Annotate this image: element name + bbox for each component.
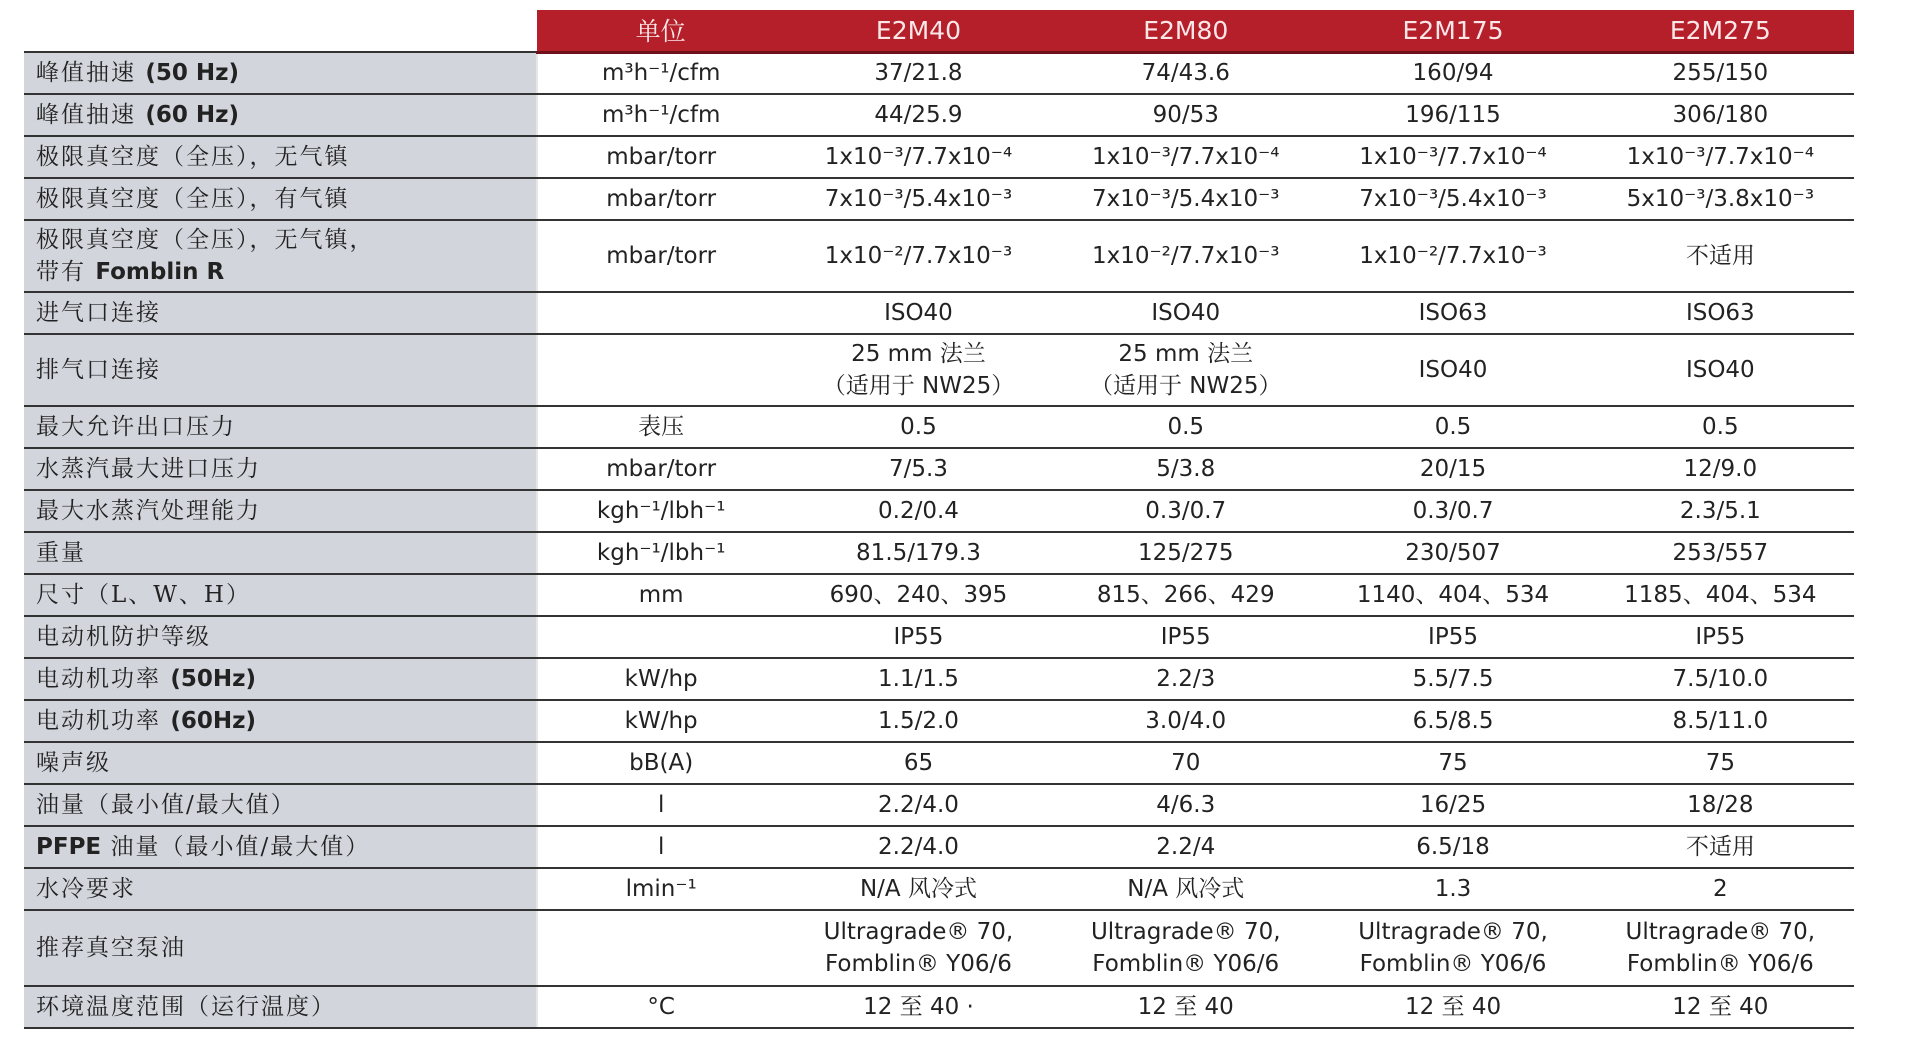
- table-row: [24, 868, 1854, 910]
- row-value-e2m80: [1052, 490, 1319, 532]
- row-label: [24, 532, 537, 574]
- row-value-e2m175: [1319, 616, 1586, 658]
- spec-table: [24, 10, 1854, 1029]
- value-text: 1x10⁻³/7.7x10⁻⁴: [1626, 144, 1815, 170]
- row-value-e2m40: [785, 94, 1052, 136]
- value-text: Ultragrade® 70, Fomblin® Y06/6: [823, 919, 1014, 977]
- value-text: 0.5: [1434, 414, 1472, 440]
- table-row: [24, 742, 1854, 784]
- row-label-text: 最大水蒸汽处理能力: [36, 498, 261, 524]
- row-label: [24, 910, 537, 986]
- row-unit: [537, 616, 785, 658]
- value-text: 75: [1438, 750, 1468, 776]
- row-label-text: 排气口连接: [36, 357, 161, 383]
- value-text: Ultragrade® 70, Fomblin® Y06/6: [1358, 919, 1548, 977]
- value-text: 196/115: [1405, 102, 1501, 128]
- row-value-e2m175: [1319, 94, 1586, 136]
- row-value-e2m80: [1052, 784, 1319, 826]
- row-label: [24, 94, 537, 136]
- row-label-emphasis: (50 Hz): [145, 60, 239, 86]
- row-label-emphasis: PFPE: [36, 834, 102, 860]
- value-text: 4/6.3: [1156, 792, 1216, 818]
- table-row: [24, 658, 1854, 700]
- value-text: 2.2/3: [1156, 666, 1216, 692]
- value-text: 1185、404、534: [1624, 582, 1817, 608]
- row-unit: kW/hp: [537, 658, 785, 700]
- table-row: [24, 574, 1854, 616]
- row-value-e2m275: [1587, 406, 1854, 448]
- table-row: [24, 986, 1854, 1028]
- table-row: [24, 334, 1854, 406]
- row-label-text: 油量（最小值/最大值）: [101, 834, 371, 860]
- table-row: [24, 616, 1854, 658]
- row-label: [24, 136, 537, 178]
- row-unit: m³h⁻¹/cfm: [537, 94, 785, 136]
- value-text: 1x10⁻²/7.7x10⁻³: [1359, 243, 1547, 269]
- row-value-e2m275: [1587, 52, 1854, 94]
- row-unit: mbar/torr: [537, 220, 785, 292]
- table-row: [24, 136, 1854, 178]
- value-text: 2.3/5.1: [1679, 498, 1761, 524]
- value-text: 12 至 40: [1404, 994, 1502, 1020]
- value-text: ISO40: [1418, 357, 1488, 383]
- row-label-text: 尺寸（L、W、H）: [36, 582, 251, 608]
- row-value-e2m80: [1052, 52, 1319, 94]
- value-text: 1.5/2.0: [878, 708, 959, 734]
- row-value-e2m175: [1319, 490, 1586, 532]
- value-text: 12 至 40: [1672, 994, 1769, 1020]
- row-label-text: 水蒸汽最大进口压力: [36, 456, 261, 482]
- value-text: IP55: [1695, 624, 1746, 650]
- value-text: ISO40: [1685, 357, 1755, 383]
- value-text: 0.2/0.4: [878, 498, 959, 524]
- row-value-e2m275: [1587, 742, 1854, 784]
- row-value-e2m40: [785, 532, 1052, 574]
- row-value-e2m275: [1587, 220, 1854, 292]
- row-value-e2m275: [1587, 574, 1854, 616]
- row-label: [24, 52, 537, 94]
- row-value-e2m175: [1319, 658, 1586, 700]
- row-value-e2m275: [1587, 784, 1854, 826]
- row-label-text: 峰值抽速: [36, 60, 146, 86]
- table-row: [24, 94, 1854, 136]
- value-text: 0.5: [900, 414, 937, 440]
- value-text: 18/28: [1687, 792, 1754, 818]
- row-label: [24, 700, 537, 742]
- row-value-e2m40: [785, 574, 1052, 616]
- row-value-e2m80: [1052, 178, 1319, 220]
- row-value-e2m175: [1319, 136, 1586, 178]
- value-text: 1.3: [1434, 876, 1472, 902]
- row-unit: lmin⁻¹: [537, 868, 785, 910]
- row-label-text: 电动机功率: [36, 708, 171, 734]
- value-text: 75: [1705, 750, 1735, 776]
- row-unit: mbar/torr: [537, 136, 785, 178]
- value-text: 125/275: [1137, 540, 1234, 566]
- value-text: 6.5/8.5: [1412, 708, 1494, 734]
- row-label-text: 水冷要求: [36, 876, 136, 902]
- row-value-e2m40: [785, 136, 1052, 178]
- row-label-text: 峰值抽速: [36, 102, 146, 128]
- row-label-text: 极限真空度（全压），无气镇， 带有: [36, 227, 375, 285]
- value-text: 0.3/0.7: [1145, 498, 1227, 524]
- row-value-e2m175: [1319, 220, 1586, 292]
- row-value-e2m40: [785, 826, 1052, 868]
- value-text: ISO63: [1685, 300, 1755, 326]
- value-text: ISO63: [1418, 300, 1488, 326]
- value-text: ISO40: [1151, 300, 1221, 326]
- row-label-text: 最大允许出口压力: [36, 414, 236, 440]
- value-text: 815、266、429: [1096, 582, 1275, 608]
- row-label: [24, 986, 537, 1028]
- row-value-e2m275: [1587, 986, 1854, 1028]
- row-value-e2m40: [785, 448, 1052, 490]
- value-text: 2.2/4: [1156, 834, 1216, 860]
- row-value-e2m40: [785, 52, 1052, 94]
- header-corner: [24, 10, 537, 52]
- row-value-e2m175: [1319, 868, 1586, 910]
- row-label: [24, 574, 537, 616]
- value-text: 1.1/1.5: [878, 666, 959, 692]
- row-value-e2m80: [1052, 94, 1319, 136]
- value-text: 74/43.6: [1141, 60, 1230, 87]
- row-label: [24, 658, 537, 700]
- value-text: 1x10⁻³/7.7x10⁻⁴: [824, 144, 1013, 170]
- value-text: 7x10⁻³/5.4x10⁻³: [1359, 186, 1547, 212]
- row-label: [24, 448, 537, 490]
- row-value-e2m80: [1052, 986, 1319, 1028]
- table-row: [24, 448, 1854, 490]
- row-value-e2m175: [1319, 574, 1586, 616]
- header-model-e2m40: E2M40: [785, 10, 1052, 52]
- row-value-e2m40: [785, 868, 1052, 910]
- value-text: 1x10⁻³/7.7x10⁻⁴: [1092, 144, 1280, 170]
- row-value-e2m175: [1319, 986, 1586, 1028]
- table-row: [24, 490, 1854, 532]
- row-value-e2m175: [1319, 742, 1586, 784]
- row-value-e2m80: [1052, 136, 1319, 178]
- row-unit: kgh⁻¹/lbh⁻¹: [537, 532, 785, 574]
- row-label: [24, 826, 537, 868]
- value-text: 25 mm 法兰 （适用于 NW25）: [1089, 341, 1282, 399]
- row-value-e2m275: [1587, 700, 1854, 742]
- row-value-e2m275: [1587, 826, 1854, 868]
- row-value-e2m275: [1587, 334, 1854, 406]
- value-text: 6.5/18: [1416, 834, 1490, 860]
- row-label-text: 极限真空度（全压），无气镇: [36, 144, 350, 170]
- row-value-e2m40: [785, 490, 1052, 532]
- value-text: IP55: [1160, 624, 1211, 650]
- table-row: [24, 220, 1854, 292]
- row-value-e2m80: [1052, 334, 1319, 406]
- row-value-e2m175: [1319, 178, 1586, 220]
- value-text: 306/180: [1672, 102, 1769, 128]
- row-value-e2m275: [1587, 136, 1854, 178]
- row-label: [24, 406, 537, 448]
- row-value-e2m175: [1319, 910, 1586, 986]
- row-label-text: 推荐真空泵油: [36, 935, 186, 961]
- value-text: 230/507: [1405, 540, 1501, 566]
- row-label-emphasis: Fomblin R: [95, 259, 225, 285]
- row-unit: m³h⁻¹/cfm: [537, 52, 785, 94]
- value-text: 12 至 40 ·: [863, 994, 974, 1020]
- row-value-e2m275: [1587, 532, 1854, 574]
- value-text: 7.5/10.0: [1672, 666, 1769, 692]
- row-label-text: 环境温度范围（运行温度）: [36, 994, 336, 1020]
- value-text: 1x10⁻³/7.7x10⁻⁴: [1359, 144, 1547, 170]
- header-model-e2m175: E2M175: [1319, 10, 1586, 52]
- value-text: 12 至 40: [1137, 994, 1234, 1020]
- row-value-e2m275: [1587, 448, 1854, 490]
- table-row: [24, 292, 1854, 334]
- value-text: 690、240、395: [829, 582, 1008, 608]
- value-text: 0.5: [1702, 414, 1739, 440]
- row-value-e2m175: [1319, 52, 1586, 94]
- row-value-e2m40: [785, 334, 1052, 406]
- row-unit: °C: [537, 986, 785, 1028]
- value-text: 255/150: [1672, 60, 1769, 87]
- value-text: 3.0/4.0: [1145, 708, 1227, 734]
- row-label: [24, 616, 537, 658]
- value-text: 7x10⁻³/5.4x10⁻³: [1092, 186, 1280, 212]
- row-value-e2m40: [785, 986, 1052, 1028]
- row-value-e2m40: [785, 910, 1052, 986]
- row-value-e2m175: [1319, 448, 1586, 490]
- row-value-e2m275: [1587, 94, 1854, 136]
- row-unit: kgh⁻¹/lbh⁻¹: [537, 490, 785, 532]
- table-row: [24, 784, 1854, 826]
- value-text: 65: [903, 750, 934, 776]
- row-value-e2m40: [785, 658, 1052, 700]
- value-text: 90/53: [1152, 102, 1219, 128]
- row-unit: [537, 334, 785, 406]
- row-unit: [537, 292, 785, 334]
- value-text: 不适用: [1685, 243, 1755, 269]
- value-text: ISO40: [884, 300, 953, 326]
- row-value-e2m40: [785, 616, 1052, 658]
- value-text: 44/25.9: [874, 102, 963, 128]
- row-value-e2m275: [1587, 490, 1854, 532]
- row-unit: l: [537, 784, 785, 826]
- value-text: IP55: [893, 624, 944, 650]
- value-text: 0.5: [1167, 414, 1205, 440]
- header-row: [24, 10, 1854, 52]
- value-text: 2: [1713, 876, 1728, 902]
- value-text: 20/15: [1419, 456, 1487, 482]
- value-text: IP55: [1428, 624, 1478, 650]
- row-value-e2m175: [1319, 532, 1586, 574]
- row-value-e2m80: [1052, 532, 1319, 574]
- value-text: 7x10⁻³/5.4x10⁻³: [824, 186, 1013, 212]
- row-label: [24, 334, 537, 406]
- row-label-text: 电动机防护等级: [36, 624, 211, 650]
- row-value-e2m175: [1319, 292, 1586, 334]
- row-value-e2m80: [1052, 616, 1319, 658]
- row-value-e2m175: [1319, 406, 1586, 448]
- row-value-e2m40: [785, 406, 1052, 448]
- row-value-e2m175: [1319, 700, 1586, 742]
- row-value-e2m275: [1587, 178, 1854, 220]
- value-text: N/A 风冷式: [859, 876, 977, 902]
- row-value-e2m40: [785, 178, 1052, 220]
- value-text: 5x10⁻³/3.8x10⁻³: [1626, 186, 1815, 212]
- row-value-e2m80: [1052, 574, 1319, 616]
- value-text: N/A 风冷式: [1127, 876, 1245, 902]
- value-text: 8.5/11.0: [1672, 708, 1769, 734]
- row-unit: 表压: [537, 406, 785, 448]
- value-text: 25 mm 法兰 （适用于 NW25）: [822, 341, 1015, 399]
- row-label-text: 极限真空度（全压），有气镇: [36, 186, 350, 212]
- row-unit: mm: [537, 574, 785, 616]
- row-value-e2m40: [785, 292, 1052, 334]
- value-text: Ultragrade® 70, Fomblin® Y06/6: [1090, 919, 1281, 977]
- row-unit: kW/hp: [537, 700, 785, 742]
- row-value-e2m175: [1319, 334, 1586, 406]
- row-value-e2m40: [785, 220, 1052, 292]
- table-row: [24, 700, 1854, 742]
- row-label: [24, 292, 537, 334]
- row-unit: l: [537, 826, 785, 868]
- value-text: 1x10⁻²/7.7x10⁻³: [1092, 243, 1280, 269]
- row-value-e2m275: [1587, 868, 1854, 910]
- row-value-e2m80: [1052, 868, 1319, 910]
- table-row: [24, 826, 1854, 868]
- row-value-e2m175: [1319, 784, 1586, 826]
- table-row: [24, 910, 1854, 986]
- value-text: 37/21.8: [874, 60, 963, 87]
- row-label-emphasis: (60Hz): [170, 708, 256, 734]
- value-text: 2.2/4.0: [878, 834, 959, 860]
- row-label-text: 电动机功率: [36, 666, 171, 692]
- row-label: [24, 178, 537, 220]
- row-value-e2m275: [1587, 616, 1854, 658]
- value-text: 不适用: [1685, 834, 1755, 860]
- row-value-e2m80: [1052, 910, 1319, 986]
- header-model-e2m80: E2M80: [1052, 10, 1319, 52]
- value-text: 16/25: [1419, 792, 1487, 818]
- value-text: 81.5/179.3: [856, 540, 981, 566]
- row-value-e2m80: [1052, 406, 1319, 448]
- row-value-e2m80: [1052, 292, 1319, 334]
- row-label: [24, 868, 537, 910]
- row-label-text: 油量（最小值/最大值）: [36, 792, 296, 818]
- row-value-e2m40: [785, 742, 1052, 784]
- value-text: 5.5/7.5: [1412, 666, 1494, 692]
- row-label: [24, 490, 537, 532]
- row-value-e2m80: [1052, 826, 1319, 868]
- value-text: 5/3.8: [1156, 456, 1216, 482]
- row-value-e2m80: [1052, 220, 1319, 292]
- row-unit: [537, 910, 785, 986]
- row-value-e2m80: [1052, 448, 1319, 490]
- table-row: [24, 52, 1854, 94]
- row-value-e2m80: [1052, 700, 1319, 742]
- row-unit: mbar/torr: [537, 448, 785, 490]
- table-row: [24, 532, 1854, 574]
- value-text: Ultragrade® 70, Fomblin® Y06/6: [1625, 919, 1816, 977]
- row-value-e2m40: [785, 784, 1052, 826]
- row-value-e2m275: [1587, 658, 1854, 700]
- row-value-e2m275: [1587, 292, 1854, 334]
- table-row: [24, 406, 1854, 448]
- row-label-emphasis: (50Hz): [170, 666, 256, 692]
- value-text: 160/94: [1412, 60, 1494, 87]
- row-value-e2m80: [1052, 742, 1319, 784]
- row-label: [24, 784, 537, 826]
- value-text: 253/557: [1672, 540, 1769, 566]
- row-label-text: 重量: [36, 540, 86, 566]
- value-text: 0.3/0.7: [1412, 498, 1494, 524]
- row-unit: mbar/torr: [537, 178, 785, 220]
- row-unit: bB(A): [537, 742, 785, 784]
- row-value-e2m175: [1319, 826, 1586, 868]
- value-text: 12/9.0: [1683, 456, 1758, 482]
- row-value-e2m40: [785, 700, 1052, 742]
- row-value-e2m275: [1587, 910, 1854, 986]
- value-text: 1x10⁻²/7.7x10⁻³: [824, 243, 1013, 269]
- row-label: [24, 220, 537, 292]
- row-label-emphasis: (60 Hz): [145, 102, 239, 128]
- value-text: 1140、404、534: [1356, 582, 1550, 608]
- header-model-e2m275: E2M275: [1587, 10, 1854, 52]
- row-label-text: 进气口连接: [36, 300, 161, 326]
- spec-body: [24, 52, 1854, 1028]
- row-label: [24, 742, 537, 784]
- header-unit: 单位: [537, 10, 785, 52]
- value-text: 70: [1171, 750, 1201, 776]
- value-text: 2.2/4.0: [878, 792, 959, 818]
- value-text: 7/5.3: [888, 456, 948, 482]
- row-value-e2m80: [1052, 658, 1319, 700]
- row-label-text: 噪声级: [36, 750, 111, 776]
- table-row: [24, 178, 1854, 220]
